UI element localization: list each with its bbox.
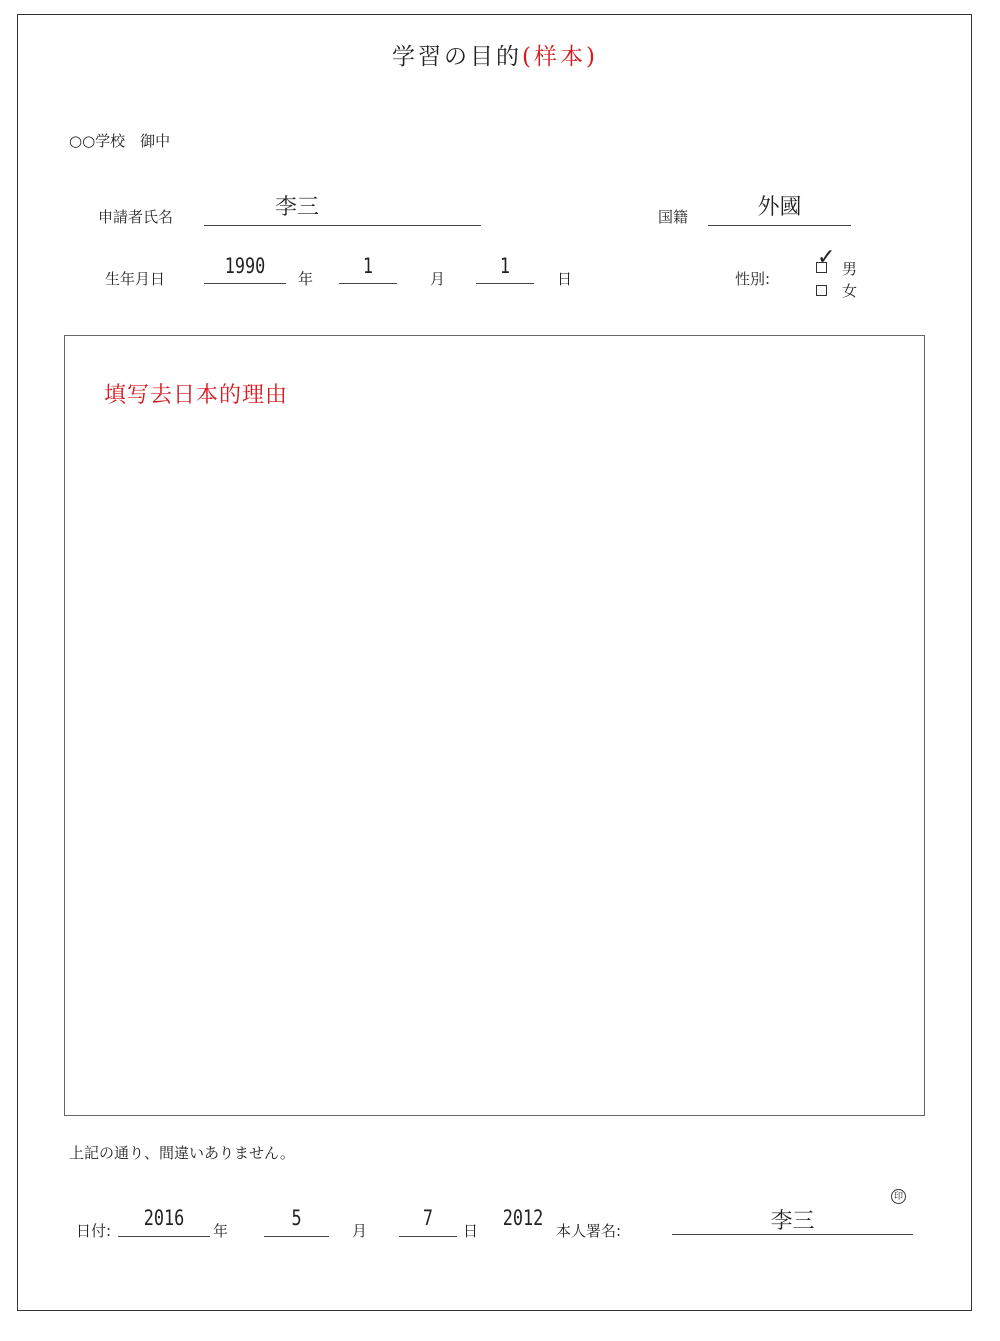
footer-year-underline: [118, 1236, 210, 1237]
applicant-name-underline: [204, 225, 481, 226]
birth-day-unit: 日: [557, 270, 573, 288]
signature-value[interactable]: 李三: [770, 1209, 815, 1234]
birth-day-value[interactable]: 1: [499, 254, 511, 278]
signature-underline: [672, 1234, 913, 1235]
page-title: [0, 38, 990, 71]
birth-month-underline: [339, 283, 397, 284]
nationality-value[interactable]: 外國: [757, 195, 802, 220]
birth-date-label: 生年月日: [105, 270, 166, 288]
footer-year-value[interactable]: 2016: [143, 1206, 185, 1230]
footer-extra-number: 2012: [502, 1206, 544, 1230]
gender-male-label: 男: [842, 260, 858, 278]
title-sample-mark: (样本): [522, 44, 598, 70]
birth-year-unit: 年: [298, 270, 314, 288]
nationality-label: 国籍: [658, 208, 689, 226]
footer-year-unit: 年: [213, 1222, 229, 1240]
birth-month-value[interactable]: 1: [362, 254, 374, 278]
birth-month-unit: 月: [430, 270, 446, 288]
gender-female-label: 女: [842, 282, 858, 300]
title-main: 学習の目的: [392, 44, 523, 70]
confirmation-statement: 上記の通り、間違いありません。: [69, 1144, 295, 1162]
gender-label: 性別:: [735, 270, 771, 288]
nationality-underline: [708, 225, 851, 226]
footer-month-underline: [264, 1236, 329, 1237]
applicant-name-value[interactable]: 李三: [274, 195, 319, 220]
gender-female-checkbox[interactable]: [816, 285, 827, 296]
footer-day-unit: 日: [463, 1222, 479, 1240]
birth-year-value[interactable]: 1990: [224, 254, 266, 278]
birth-day-underline: [476, 283, 534, 284]
footer-month-value[interactable]: 5: [291, 1206, 302, 1230]
birth-year-underline: [204, 283, 286, 284]
seal-icon: 印: [891, 1189, 906, 1204]
signature-label: 本人署名:: [556, 1222, 622, 1240]
reason-textarea[interactable]: [64, 335, 925, 1116]
footer-month-unit: 月: [352, 1222, 368, 1240]
applicant-name-label: 申請者氏名: [98, 208, 174, 226]
footer-day-underline: [399, 1236, 457, 1237]
reason-prompt: 填写去日本的理由: [104, 383, 289, 408]
checkmark-icon: ✓: [817, 245, 836, 270]
recipient: ○○学校 御中: [69, 132, 171, 150]
footer-date-label: 日付:: [76, 1222, 112, 1240]
footer-day-value[interactable]: 7: [422, 1206, 434, 1230]
